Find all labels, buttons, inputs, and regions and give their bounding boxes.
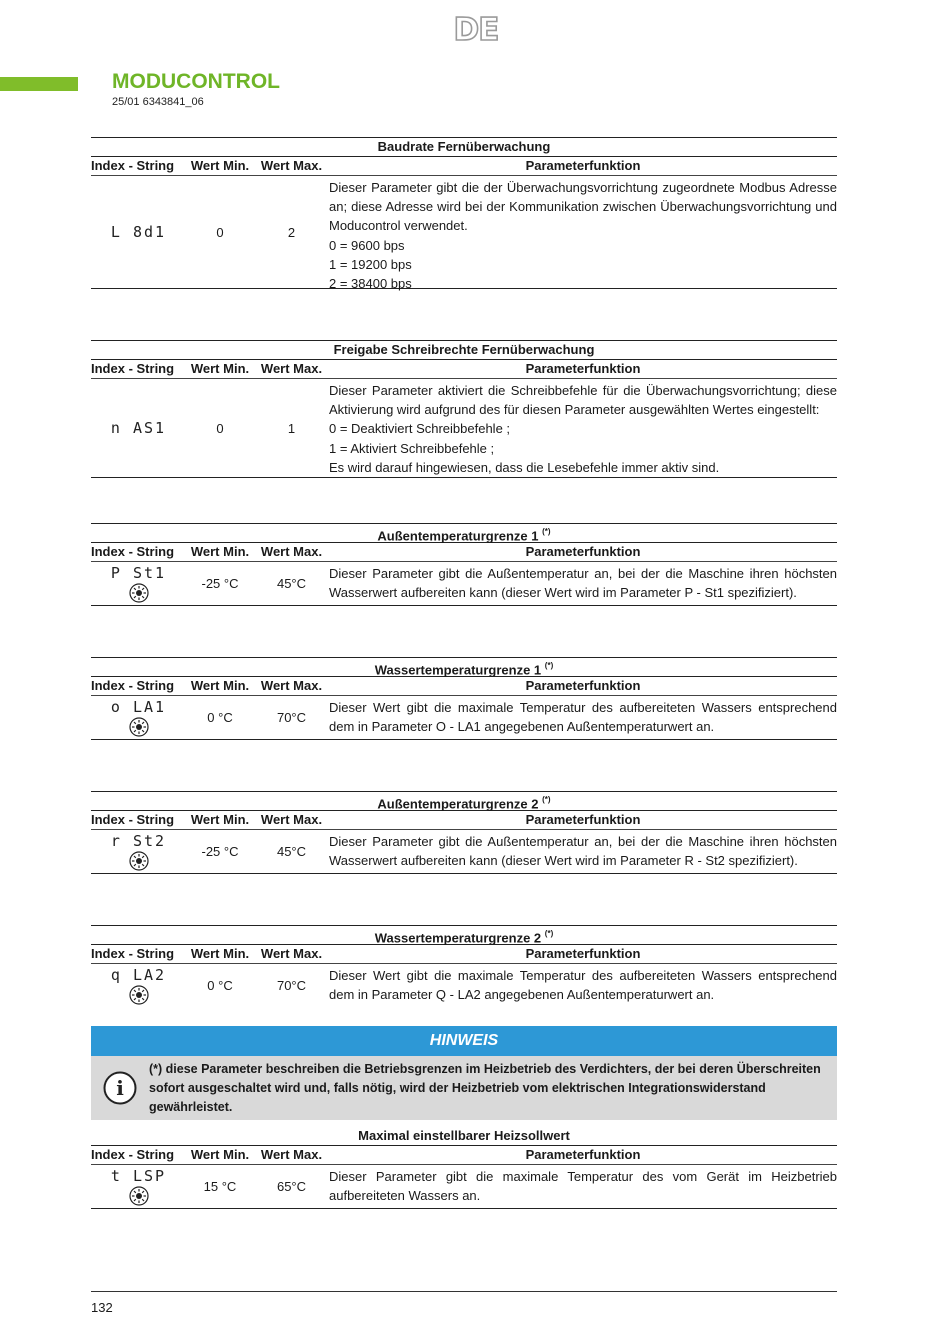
heating-sun-icon xyxy=(129,1186,149,1206)
function-description: Dieser Parameter gibt die Außentemperatur an, bei der die Maschine ihren höchsten Wasserwert aufbereiten kann (dieser Wert wird im Parameter P - St1 spezifiziert). xyxy=(329,566,837,601)
col-max-header: Wert Max. xyxy=(260,361,323,376)
lcd-code: P St1 xyxy=(110,564,167,582)
table-row xyxy=(91,1165,837,1209)
parameter-table-max-heating-setpoint xyxy=(91,1127,837,1209)
col-min-header: Wert Min. xyxy=(190,361,250,376)
lcd-code: r St2 xyxy=(110,832,167,850)
max-value: 70°C xyxy=(276,710,307,725)
max-value: 45°C xyxy=(276,844,307,859)
note-text: (*) diese Parameter beschreiben die Betriebsgrenzen im Heizbetrieb des Verdichters, der bei deren Überschreiten sofort ausgeschaltet wird und, falls nötig, wird der Heizbetrieb vom elektrischen Integrationswiderstand gewährleistet. xyxy=(149,1061,821,1114)
min-value: 0 °C xyxy=(207,710,233,725)
max-value: 1 xyxy=(287,420,296,436)
footnote-mark: (*) xyxy=(544,661,554,670)
col-index-header: Index - String xyxy=(91,361,175,376)
heating-sun-icon xyxy=(129,851,149,871)
function-description: Dieser Parameter gibt die Außentemperatur an, bei der die Maschine ihren höchsten Wasserwert aufbereiten kann (dieser Wert wird im Parameter R - St2 spezifiziert). xyxy=(329,834,837,869)
language-badge: DE xyxy=(453,12,499,48)
parameter-table-write-rights xyxy=(91,340,837,478)
max-value: 2 xyxy=(287,224,296,240)
table-title: Wassertemperaturgrenze 1 (*) xyxy=(91,657,837,677)
brand-accent-bar xyxy=(0,77,78,91)
lcd-code: q LA2 xyxy=(110,966,167,984)
info-icon xyxy=(103,1071,137,1105)
table-title: Wassertemperaturgrenze 2 (*) xyxy=(91,925,837,945)
min-value: 15 °C xyxy=(203,1179,237,1194)
function-description: Dieser Wert gibt die maximale Temperatur des aufbereiteten Wassers entsprechend dem in Parameter O - LA1 angegebenen Außentemperaturwert an. xyxy=(329,700,837,735)
col-min-header: Wert Min. xyxy=(190,946,250,961)
table-header xyxy=(91,1146,837,1165)
function-description: Dieser Parameter gibt die maximale Temperatur des vom Gerät im Heizbetrieb aufbereiteten Wassers an. xyxy=(329,1169,837,1204)
heating-sun-icon xyxy=(129,985,149,1005)
col-index-header: Index - String xyxy=(91,1147,175,1162)
col-max-header: Wert Max. xyxy=(260,158,323,173)
parameter-table-water-limit-1 xyxy=(91,657,837,740)
lcd-code: t LSP xyxy=(110,1167,167,1185)
min-value: 0 xyxy=(216,224,224,240)
table-row xyxy=(91,562,837,606)
table-row xyxy=(91,379,837,478)
function-description: Dieser Wert gibt die maximale Temperatur des aufbereiteten Wassers entsprechend dem in Parameter Q - LA2 angegebenen Außentemperaturwert an. xyxy=(329,968,837,1003)
col-function-header: Parameterfunktion xyxy=(525,544,641,559)
col-max-header: Wert Max. xyxy=(260,678,323,693)
col-function-header: Parameterfunktion xyxy=(525,812,641,827)
note-title: HINWEIS xyxy=(91,1026,837,1056)
col-index-header: Index - String xyxy=(91,158,175,173)
table-row xyxy=(91,830,837,874)
heating-sun-icon xyxy=(129,717,149,737)
table-header xyxy=(91,157,837,176)
table-header xyxy=(91,945,837,964)
col-min-header: Wert Min. xyxy=(190,678,250,693)
table-title: Baudrate Fernüberwachung xyxy=(91,137,837,157)
table-header xyxy=(91,360,837,379)
lcd-code: L 8d1 xyxy=(110,223,167,241)
parameter-table-water-limit-2 xyxy=(91,925,837,1007)
note-body xyxy=(91,1056,837,1120)
table-row xyxy=(91,176,837,292)
table-row xyxy=(91,696,837,740)
col-function-header: Parameterfunktion xyxy=(525,946,641,961)
document-reference: 25/01 6343841_06 xyxy=(112,96,204,108)
table-title: Außentemperaturgrenze 2 (*) xyxy=(91,791,837,811)
col-function-header: Parameterfunktion xyxy=(525,158,641,173)
table-title: Außentemperaturgrenze 1 (*) xyxy=(91,523,837,543)
table-title: Maximal einstellbarer Heizsollwert xyxy=(91,1127,837,1146)
col-function-header: Parameterfunktion xyxy=(525,361,641,376)
min-value: 0 xyxy=(216,420,224,436)
col-min-header: Wert Min. xyxy=(190,1147,250,1162)
col-function-header: Parameterfunktion xyxy=(525,678,641,693)
max-value: 65°C xyxy=(276,1179,307,1194)
page-number: 132 xyxy=(91,1300,113,1315)
table-title: Freigabe Schreibrechte Fernüberwachung xyxy=(91,340,837,360)
min-value: -25 °C xyxy=(201,576,239,591)
col-index-header: Index - String xyxy=(91,946,175,961)
max-value: 45°C xyxy=(276,576,307,591)
col-max-header: Wert Max. xyxy=(260,946,323,961)
footer-divider xyxy=(91,1291,837,1292)
col-min-header: Wert Min. xyxy=(190,158,250,173)
parameter-table-baudrate xyxy=(91,137,837,292)
table-header xyxy=(91,543,837,562)
footnote-mark: (*) xyxy=(544,929,554,938)
lcd-code: n AS1 xyxy=(110,419,167,437)
max-value: 70°C xyxy=(276,978,307,993)
table-header xyxy=(91,677,837,696)
min-value: -25 °C xyxy=(201,844,239,859)
col-function-header: Parameterfunktion xyxy=(525,1147,641,1162)
table-row xyxy=(91,964,837,1007)
col-max-header: Wert Max. xyxy=(260,812,323,827)
col-min-header: Wert Min. xyxy=(190,544,250,559)
parameter-table-outdoor-limit-2 xyxy=(91,791,837,874)
table-header xyxy=(91,811,837,830)
col-index-header: Index - String xyxy=(91,544,175,559)
col-min-header: Wert Min. xyxy=(190,812,250,827)
function-description: Dieser Parameter gibt die der Überwachungsvorrichtung zugeordnete Modbus Adresse an; diese Adresse wird bei der Kommunikation zwischen Überwachungsvorrichtung und Moducontrol verwendet. 0 = 9600 bps 1 = 19200 bps 2 = 38400 bps xyxy=(329,180,837,292)
col-max-header: Wert Max. xyxy=(260,1147,323,1162)
brand-title: MODUCONTROL xyxy=(112,70,280,93)
function-description: Dieser Parameter aktiviert die Schreibbefehle für die Überwachungsvorrichtung; diese Aktivierung wird aufgrund des für diesen Parameter ausgewählten Wertes eingestellt: 0 = Deaktiviert Schreibbefehle ; 1 = Aktiviert Schreibbefehle ; Es wird darauf hingewiesen, dass die Lesebefehle immer aktiv sind. xyxy=(329,383,837,475)
footnote-mark: (*) xyxy=(542,527,551,536)
col-index-header: Index - String xyxy=(91,678,175,693)
parameter-table-outdoor-limit-1 xyxy=(91,523,837,606)
svg-text:i: i xyxy=(116,1076,124,1100)
col-index-header: Index - String xyxy=(91,812,175,827)
col-max-header: Wert Max. xyxy=(260,544,323,559)
heating-sun-icon xyxy=(129,583,149,603)
lcd-code: o LA1 xyxy=(110,698,167,716)
min-value: 0 °C xyxy=(207,978,233,993)
footnote-mark: (*) xyxy=(542,795,551,804)
